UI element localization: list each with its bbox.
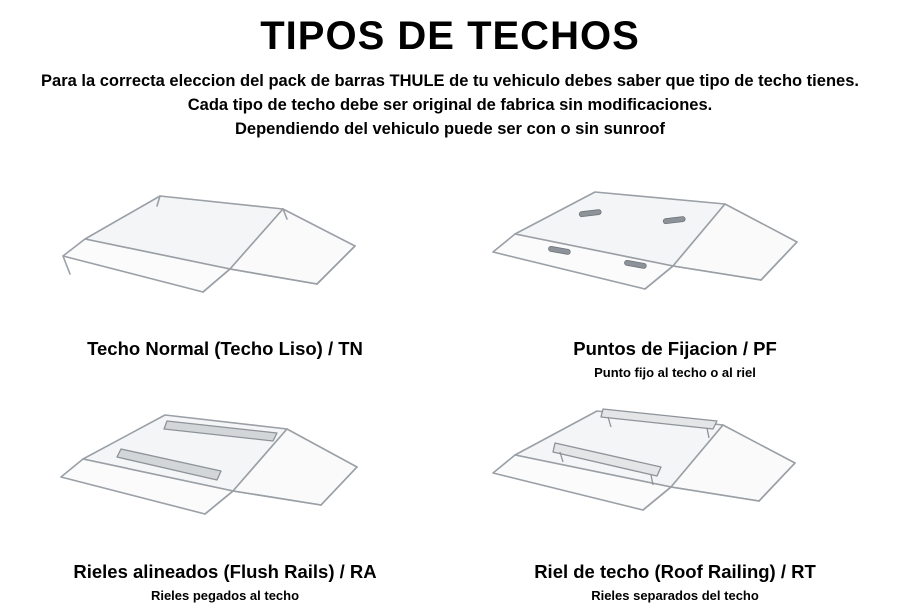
roof-type-caption-pf: Puntos de Fijacion / PF [573,338,777,359]
roof-type-caption-ra: Rieles alineados (Flush Rails) / RA [73,561,377,582]
roof-types-grid [0,164,900,614]
roof-illustration-tn [25,174,425,324]
roof-type-subcaption-rt: Rieles separados del techo [591,588,759,603]
roof-type-card-ra [0,389,450,614]
roof-type-card-rt [450,389,900,614]
roof-illustration-pf [475,174,875,324]
roof-type-card-tn [0,164,450,389]
roof-illustration-ra [25,397,425,547]
roof-type-card-pf [450,164,900,389]
subtitle-line-2: Cada tipo de techo debe ser original de fabrica sin modificaciones. [187,95,713,114]
subtitle-line-1: Para la correcta eleccion del pack de barras THULE de tu vehiculo debes saber que tipo de techo tienes. [41,72,859,90]
poster-root [0,14,900,614]
subtitle-block [0,70,900,142]
page-title: TIPOS DE TECHOS [260,14,640,58]
roof-type-subcaption-pf: Punto fijo al techo o al riel [594,365,756,380]
roof-illustration-rt [475,397,875,547]
subtitle-line-3: Dependiendo del vehiculo puede ser con o sin sunroof [235,119,665,138]
roof-type-caption-tn: Techo Normal (Techo Liso) / TN [87,338,363,359]
roof-type-caption-rt: Riel de techo (Roof Railing) / RT [534,561,816,582]
roof-type-subcaption-ra: Rieles pegados al techo [150,588,300,603]
